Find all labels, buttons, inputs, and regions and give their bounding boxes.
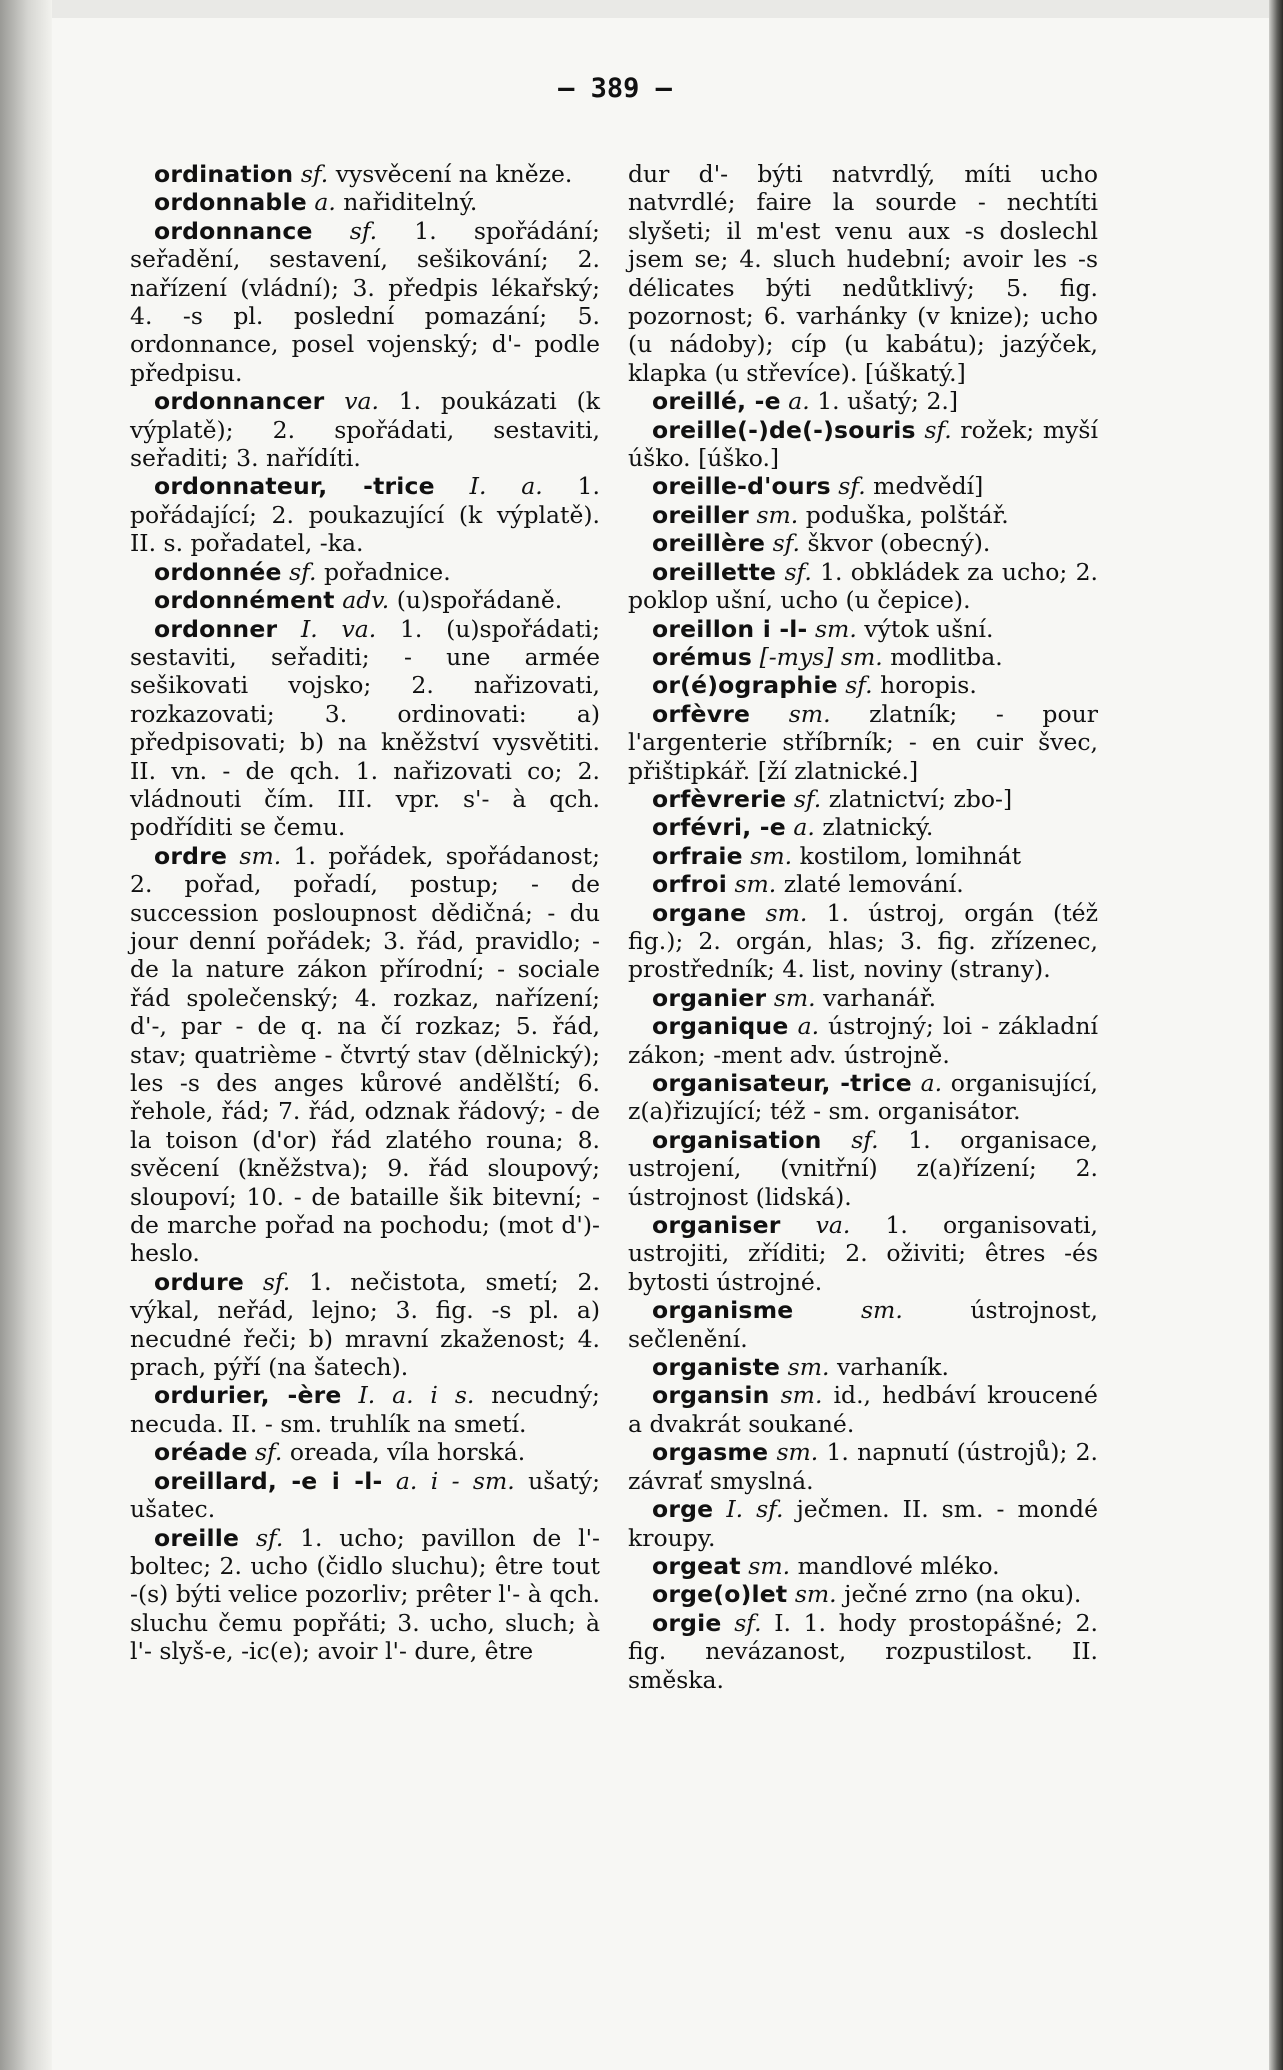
dictionary-entry <box>130 586 600 614</box>
entry-grammar: a. <box>920 1069 943 1097</box>
dictionary-entry <box>628 160 1098 387</box>
dictionary-entry <box>130 1467 600 1524</box>
entry-headword: orfroi <box>652 870 727 899</box>
entry-grammar: I. a. i s. <box>358 1381 475 1410</box>
entry-grammar: sm. <box>787 1353 830 1382</box>
entry-definition: modlitba. <box>890 642 1003 671</box>
entry-definition: škvor (obecný). <box>807 529 991 558</box>
dictionary-entry <box>628 387 1098 415</box>
dictionary-entry <box>628 813 1098 841</box>
entry-headword: ordonnance <box>154 216 313 245</box>
dictionary-entry <box>130 615 600 842</box>
entry-headword: oreillette <box>652 557 777 586</box>
entry-definition: medvědí] <box>873 472 984 501</box>
entry-grammar: sm. <box>861 1296 903 1325</box>
dictionary-entry <box>130 387 600 472</box>
dictionary-entry <box>130 1524 600 1666</box>
entry-grammar: sm. <box>814 614 857 643</box>
entry-grammar: sf. <box>851 1125 879 1154</box>
entry-definition: oreada, víla horská. <box>289 1438 526 1467</box>
entry-definition: kostilom, lomihnát <box>799 841 1022 870</box>
entry-headword: ordonnancer <box>154 387 325 416</box>
dictionary-entry <box>130 1381 600 1438</box>
dictionary-entry <box>628 1381 1098 1438</box>
entry-headword: ordonnateur, -trice <box>154 472 435 501</box>
entry-grammar: sf. <box>772 529 800 558</box>
entry-definition: výtok ušní. <box>864 614 994 643</box>
dictionary-entry <box>628 1552 1098 1580</box>
entry-definition: 1. spořádání; seřadění, sestavení, sešikování; 2. nařízení (vládní); 3. předpis lékařský; 4. -s pl. poslední pomazání; 5. ordonnance, posel vojenský; d'- podle předpisu. <box>130 216 600 387</box>
dictionary-entry <box>628 1495 1098 1552</box>
entry-definition: ječmen. II. sm. - mondé kroupy. <box>628 1495 1098 1552</box>
entry-definition: necudný; necuda. II. - sm. truhlík na smetí. <box>130 1381 600 1438</box>
entry-grammar: I. va. <box>301 614 377 643</box>
entry-grammar: sf. <box>349 216 378 245</box>
dictionary-entry <box>628 501 1098 529</box>
entry-grammar: sm. <box>780 1381 823 1410</box>
entry-grammar: sf. <box>838 472 866 501</box>
entry-definition: id., hedbáví kroucené a dvakrát soukané. <box>628 1381 1098 1438</box>
entry-headword: oreille-d'ours <box>652 472 831 501</box>
entry-headword: orfraie <box>652 841 743 870</box>
dictionary-entry <box>628 1296 1098 1353</box>
entry-definition: 1. obkládek za ucho; 2. poklop ušní, ucho (u čepice). <box>628 557 1098 615</box>
left-column <box>130 160 600 1666</box>
dictionary-entry <box>628 1609 1098 1694</box>
entry-headword: oréade <box>154 1438 248 1467</box>
dictionary-entry <box>628 870 1098 898</box>
dictionary-entry <box>628 416 1098 473</box>
entry-definition: 1. (u)spořádati; sestaviti, seřaditi; - une armée sešikovati vojsko; 2. nařizovati, rozkazovati; 3. ordinovati: a) předpisovati; b) na kněžství vysvětiti. II. vn. - de qch. 1. nařizovati co; 2. vládnouti čím. III. vpr. s'- à qch. podříditi se čemu. <box>130 614 600 842</box>
entry-grammar: sf. <box>784 557 812 586</box>
dictionary-entry <box>130 558 600 586</box>
entry-grammar: sf. <box>793 784 822 813</box>
entry-grammar: [-mys] sm. <box>759 642 883 671</box>
entry-headword: oreille(-)de(-)souris <box>652 415 916 444</box>
entry-headword: orgeat <box>652 1551 741 1580</box>
dictionary-entry <box>628 842 1098 870</box>
entry-definition: nařiditelný. <box>343 188 478 217</box>
entry-grammar: sf. <box>289 557 317 586</box>
dictionary-entry <box>130 472 600 557</box>
entry-definition: zlatník; - pour l'argenterie stříbrník; - en cuir švec, přištipkář. [ží zlatnické.] <box>628 699 1098 785</box>
entry-headword: ordurier, -ère <box>154 1381 342 1410</box>
entry-headword: orfèvrerie <box>652 784 787 813</box>
entry-definition: organisující, z(a)řizující; též - sm. organisátor. <box>628 1069 1098 1126</box>
dictionary-entry <box>628 1580 1098 1608</box>
entry-grammar: va. <box>344 387 379 416</box>
dictionary-entry <box>628 785 1098 813</box>
entry-grammar: sm. <box>239 841 282 870</box>
entry-headword: ordonnée <box>154 557 282 586</box>
dictionary-entry <box>130 217 600 387</box>
entry-headword: oreillon i -l- <box>652 614 808 643</box>
entry-headword: organisation <box>652 1125 822 1154</box>
dictionary-entry <box>628 899 1098 984</box>
entry-grammar: sm. <box>773 983 816 1012</box>
entry-headword: orgie <box>652 1608 722 1637</box>
dictionary-entry <box>628 1438 1098 1495</box>
entry-grammar: sf. <box>300 160 329 188</box>
entry-headword: oreille <box>154 1523 240 1552</box>
entry-headword: orgasme <box>652 1438 769 1467</box>
entry-definition: horopis. <box>880 671 977 700</box>
entry-grammar: sm. <box>794 1580 837 1609</box>
dictionary-entry <box>628 1012 1098 1069</box>
entry-headword: oreillère <box>652 529 766 558</box>
dictionary-entry <box>628 1126 1098 1211</box>
entry-headword: or(é)ographie <box>652 671 838 700</box>
entry-headword: ordonner <box>154 614 278 643</box>
entry-grammar: adv. <box>342 586 390 615</box>
entry-definition: zlatnictví; zbo-] <box>828 784 1013 813</box>
entry-headword: oreillé, -e <box>652 387 781 416</box>
dictionary-entry <box>130 842 600 1268</box>
entry-definition: dur d'- býti natvrdlý, míti ucho natvrdlé; faire la sourde - nechtíti slyšeti; il m'est venu aux -s doslechl jsem se; 4. sluch hudební; avoir les -s délicates býti nedůtklivý; 5. fig. pozornost; 6. varhánky (v knize); ucho (u nádoby); cíp (u kabátu); jazýček, klapka (u střevíce). [úškatý.] <box>628 160 1098 387</box>
dictionary-entry <box>130 188 600 216</box>
entry-headword: oreillard, -e i -l- <box>154 1466 383 1495</box>
dictionary-entry <box>628 643 1098 671</box>
entry-definition: 1. ucho; pavillon de l'- boltec; 2. ucho (čidlo sluchu); être tout -(s) býti velice pozorliv; prêter l'- à qch. sluchu čemu popřáti; 3. ucho, sluch; à l'- slyš-e, -ic(e); avoir l'- dure, être <box>130 1523 600 1666</box>
entry-definition: zlaté lemování. <box>783 870 964 899</box>
dictionary-entry <box>628 700 1098 785</box>
entry-grammar: sm. <box>748 1551 791 1580</box>
page-edge-shadow <box>1269 0 1283 2070</box>
entry-grammar: I. a. <box>469 472 543 501</box>
entry-definition: zlatnický. <box>822 813 934 842</box>
entry-grammar: a. <box>797 1012 820 1041</box>
entry-grammar: sm. <box>788 699 831 728</box>
entry-headword: organisme <box>652 1296 794 1325</box>
dictionary-entry <box>628 529 1098 557</box>
entry-headword: orge(o)let <box>652 1580 788 1609</box>
right-column <box>628 160 1098 1694</box>
dictionary-entry <box>130 160 600 188</box>
dictionary-entry <box>628 1353 1098 1381</box>
entry-definition: 1. ústroj, orgán (též fig.); 2. orgán, hlas; 3. fig. zřízenec, prostředník; 4. list, noviny (strany). <box>628 898 1098 984</box>
dictionary-entry <box>628 1069 1098 1126</box>
entry-definition: 1. poukázati (k výplatě); 2. spořádati, sestaviti, seřaditi; 3. nařídíti. <box>130 387 600 473</box>
entry-definition: ústrojnost, sečlenění. <box>628 1296 1098 1353</box>
entry-definition: 1. nečistota, smetí; 2. výkal, neřád, lejno; 3. fig. -s pl. a) necudné řeči; b) mravní zkaženost; 4. prach, pýří (na šatech). <box>130 1267 600 1382</box>
page-number: — 389 — <box>558 73 672 104</box>
entry-headword: orge <box>652 1495 714 1524</box>
entry-grammar: sm. <box>734 870 777 899</box>
entry-definition: poduška, polštář. <box>805 500 1009 529</box>
entry-definition: (u)spořádaně. <box>396 586 563 615</box>
entry-headword: orfèvre <box>652 699 751 728</box>
dictionary-entry <box>628 472 1098 500</box>
entry-headword: orfévri, -e <box>652 813 786 842</box>
dictionary-entry <box>628 984 1098 1012</box>
entry-definition: ječné zrno (na oku). <box>844 1580 1082 1609</box>
entry-headword: ordonnément <box>154 586 335 615</box>
entry-definition: 1. ušatý; 2.] <box>817 387 959 416</box>
entry-definition: 1. organisovati, ustrojiti, zříditi; 2. oživiti; êtres -és bytosti ústrojné. <box>628 1211 1098 1296</box>
dictionary-entry <box>628 671 1098 699</box>
dictionary-entry <box>130 1438 600 1466</box>
book-binding-shadow <box>0 0 52 2070</box>
entry-definition: ušatý; ušatec. <box>130 1466 600 1524</box>
entry-definition: varhaník. <box>836 1353 949 1382</box>
entry-definition: 1. organisace, ustrojení, (vnitřní) z(a)řízení; 2. ústrojnost (lidská). <box>628 1125 1098 1211</box>
dictionary-entry <box>628 1211 1098 1296</box>
entry-grammar: a. <box>793 813 815 842</box>
entry-headword: organsin <box>652 1381 770 1410</box>
entry-grammar: sf. <box>734 1608 762 1637</box>
entry-grammar: sf. <box>845 671 873 700</box>
entry-definition: pořadnice. <box>324 557 451 586</box>
entry-headword: organisateur, -trice <box>652 1069 912 1097</box>
entry-headword: ordre <box>154 841 228 870</box>
entry-headword: organiser <box>652 1211 781 1240</box>
entry-headword: ordure <box>154 1267 245 1296</box>
entry-headword: ordonnable <box>154 188 307 217</box>
entry-grammar: a. i - sm. <box>395 1466 515 1495</box>
dictionary-entry <box>628 558 1098 615</box>
entry-grammar: va. <box>815 1211 851 1240</box>
entry-headword: oreiller <box>652 500 749 529</box>
entry-definition: varhanář. <box>823 983 937 1012</box>
entry-grammar: sm. <box>750 841 793 870</box>
entry-definition: rožek; myší úško. [úško.] <box>628 415 1098 473</box>
entry-definition: vysvěcení na kněze. <box>335 160 573 188</box>
entry-headword: organique <box>652 1012 789 1041</box>
entry-grammar: sm. <box>765 898 808 927</box>
dictionary-entry <box>628 615 1098 643</box>
entry-definition: 1. pořádající; 2. poukazující (k výplatě). II. s. pořadatel, -ka. <box>130 472 600 558</box>
entry-grammar: a. <box>788 387 810 416</box>
entry-headword: organier <box>652 983 767 1012</box>
entry-headword: organe <box>652 898 747 927</box>
entry-grammar: sf. <box>262 1267 291 1296</box>
entry-definition: ústrojný; loi - základní zákon; -ment adv. ústrojně. <box>628 1012 1098 1069</box>
entry-headword: organiste <box>652 1353 781 1382</box>
entry-headword: orémus <box>652 642 753 671</box>
entry-grammar: sf. <box>255 1523 284 1552</box>
entry-definition: 1. napnutí (ústrojů); 2. závrať smyslná. <box>628 1438 1098 1495</box>
entry-grammar: I. sf. <box>726 1495 784 1524</box>
entry-grammar: sf. <box>254 1438 283 1467</box>
entry-grammar: a. <box>314 188 336 217</box>
entry-grammar: sm. <box>756 500 799 529</box>
entry-definition: mandlové mléko. <box>797 1551 1000 1580</box>
dictionary-entry <box>130 1268 600 1382</box>
entry-grammar: sm. <box>776 1438 819 1467</box>
entry-definition: I. 1. hody prostopášné; 2. fig. nevázanost, rozpustilost. II. směska. <box>628 1608 1098 1694</box>
entry-headword: ordination <box>154 160 294 188</box>
entry-grammar: sf. <box>924 415 952 444</box>
entry-definition: 1. pořádek, spořádanost; 2. pořad, pořadí, postup; - de succession posloupnost dědičná; - du jour denní pořádek; 3. řád, pravidlo; - de la nature zákon přírodní; - sociale řád společenský; 4. rozkaz, nařízení; d'-, par - de q. na čí rozkaz; 5. řád, stav; quatrième - čtvrtý stav (dělnický); les -s des anges kůrové andělští; 6. řehole, řád; 7. řád, odznak řádový; - de la toison (d'or) řád zlatého rouna; 8. svěcení (kněžstva); 9. řád sloupový; sloupoví; 10. - de bataille šik bitevní; - de marche pořad na pochodu; (mot d')- heslo. <box>130 841 600 1268</box>
